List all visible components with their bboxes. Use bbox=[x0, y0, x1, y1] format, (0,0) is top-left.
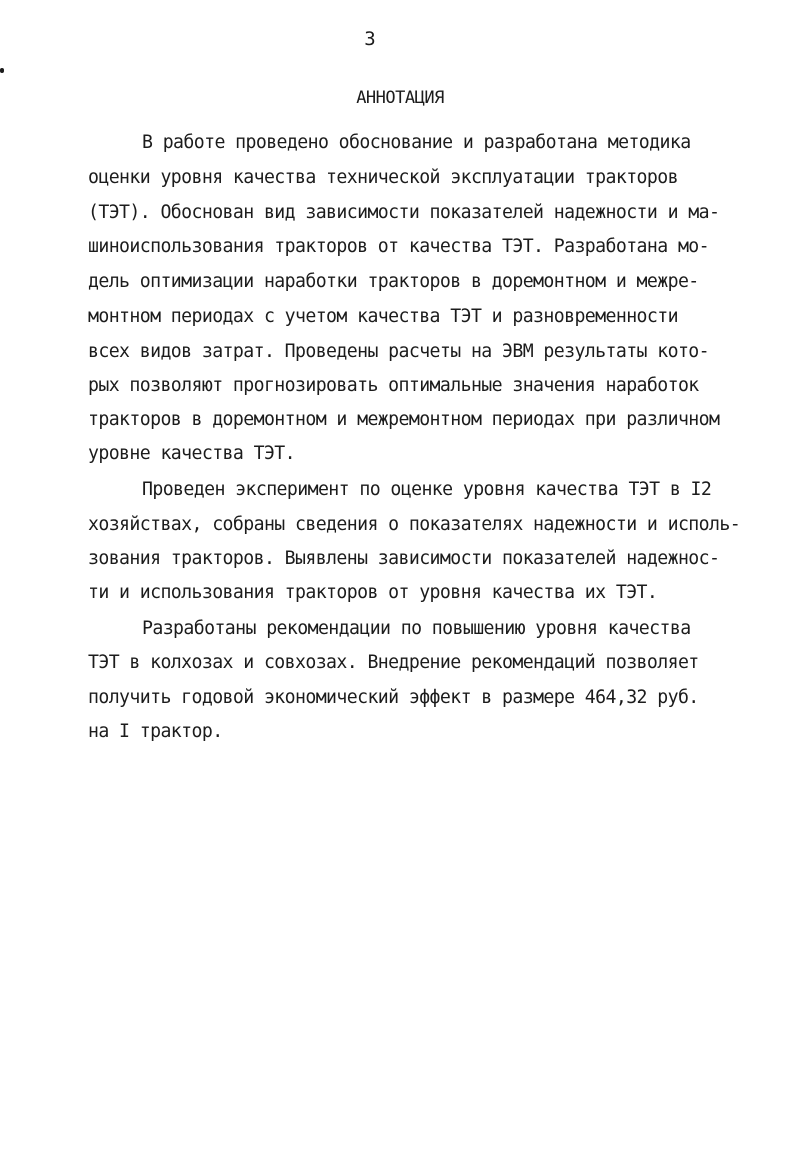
section-heading: АННОТАЦИЯ bbox=[356, 88, 444, 108]
text-line: тракторов в доремонтном и межремонтном периодах при различном bbox=[88, 409, 720, 430]
text-line: Разработаны рекомендации по повышению уровня качества bbox=[142, 618, 691, 639]
text-line: монтном периодах с учетом качества ТЭТ и разновременности bbox=[88, 306, 678, 327]
text-line: зования тракторов. Выявлены зависимости показателей надежнос- bbox=[88, 548, 720, 569]
text-line: ти и использования тракторов от уровня качества их ТЭТ. bbox=[88, 582, 658, 603]
text-line: оценки уровня качества технической эксплуатации тракторов bbox=[88, 167, 678, 188]
text-line: хозяйствах, собраны сведения о показателях надежности и исполь- bbox=[88, 514, 741, 535]
page-number: 3 bbox=[364, 28, 376, 50]
text-line: рых позволяют прогнозировать оптимальные значения наработок bbox=[88, 375, 699, 396]
text-line: дель оптимизации наработки тракторов в доремонтном и межре- bbox=[88, 271, 699, 292]
text-line: В работе проведено обоснование и разработана методика bbox=[142, 132, 691, 153]
text-line: всех видов затрат. Проведены расчеты на ЭВМ результаты кото- bbox=[88, 341, 709, 362]
text-line: Проведен эксперимент по оценке уровня качества ТЭТ в I2 bbox=[142, 479, 712, 500]
text-line: шиноиспользования тракторов от качества ТЭТ. Разработана мо- bbox=[88, 236, 709, 257]
margin-mark bbox=[0, 68, 4, 73]
text-line: ТЭТ в колхозах и совхозах. Внедрение рекомендаций позволяет bbox=[88, 652, 699, 673]
text-line: (ТЭТ). Обоснован вид зависимости показателей надежности и ма- bbox=[88, 202, 720, 223]
text-line: уровне качества ТЭТ. bbox=[88, 443, 295, 464]
text-line: получить годовой экономический эффект в размере 464,32 руб. bbox=[88, 687, 699, 708]
text-line: на I трактор. bbox=[88, 721, 223, 742]
